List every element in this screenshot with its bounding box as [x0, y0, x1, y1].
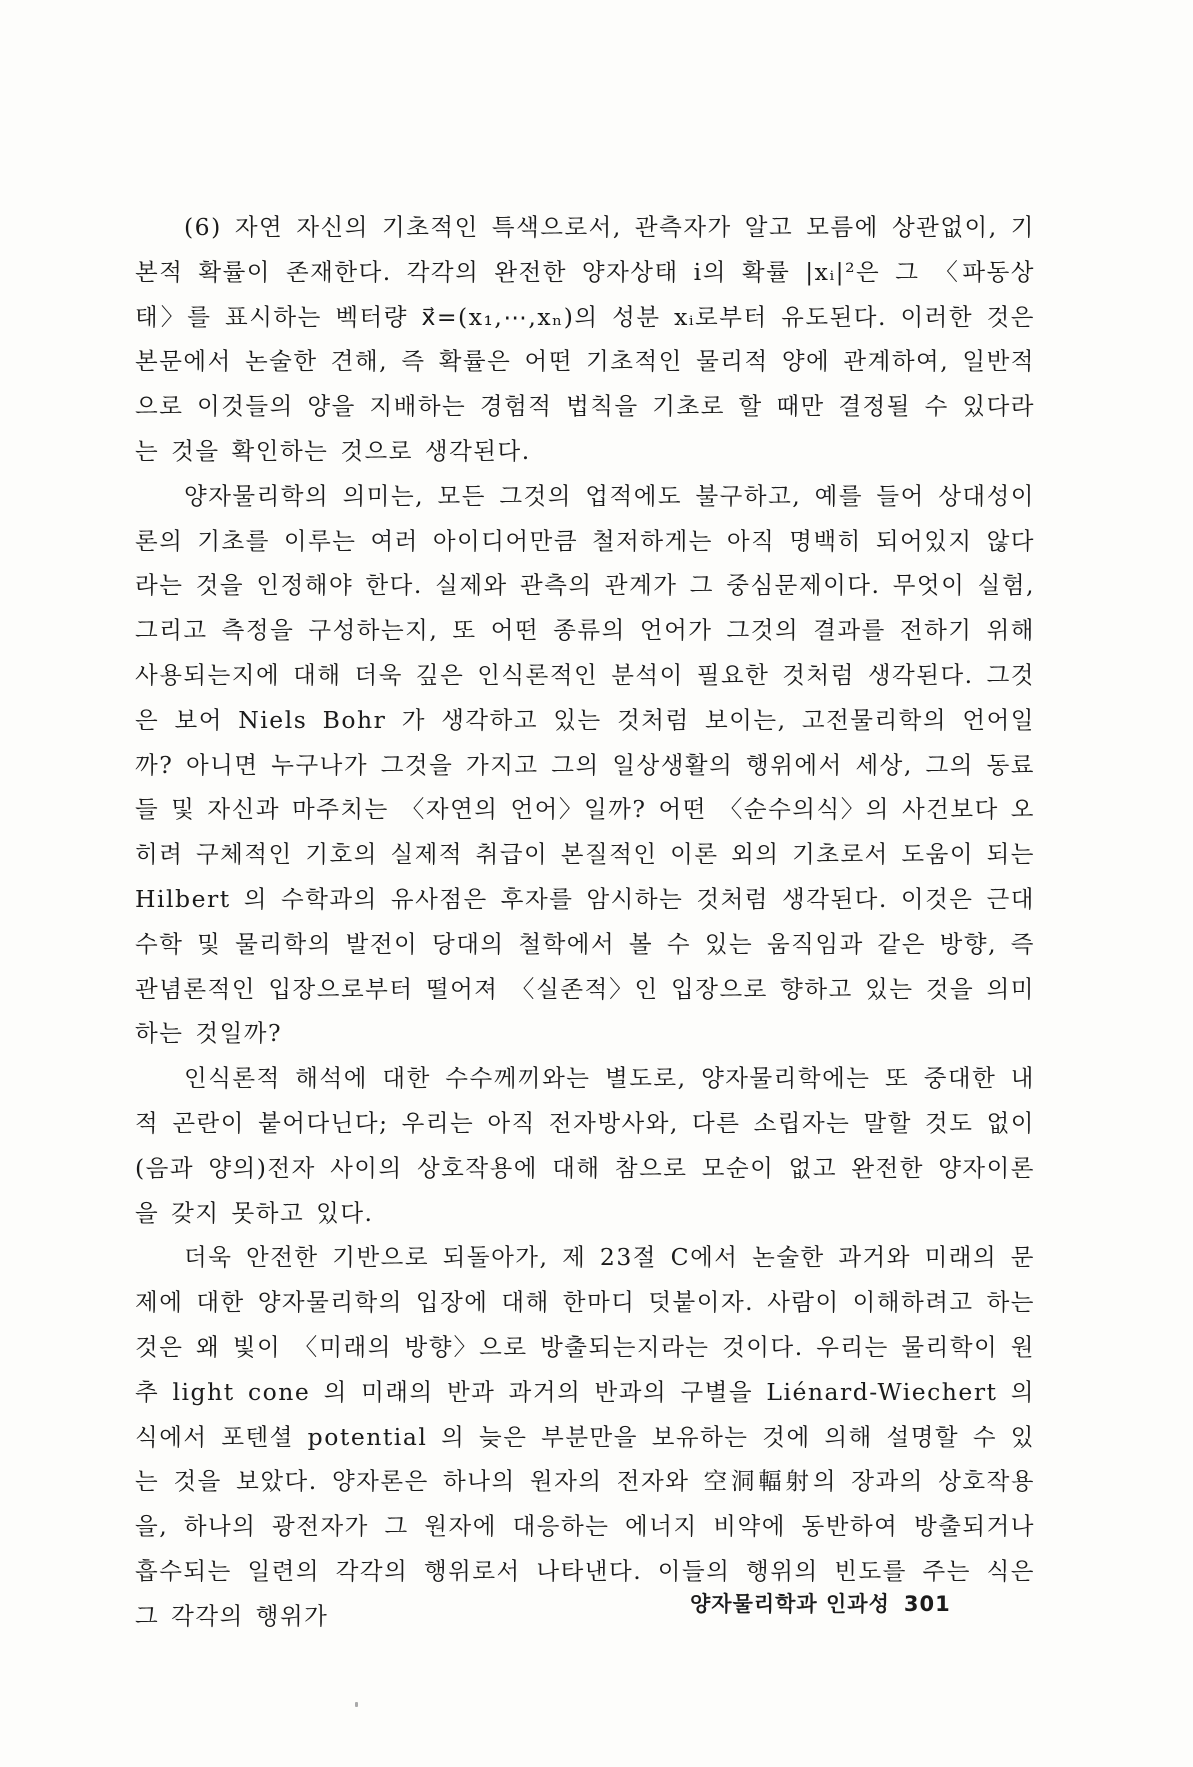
page-number: 301 — [903, 1592, 951, 1616]
running-title: 양자물리학과 인과성 — [690, 1592, 890, 1616]
page-footer — [690, 1588, 1000, 1618]
paragraph-probability: (6) 자연 자신의 기초적인 특색으로서, 관측자가 알고 모름에 상관없이, 기본적 확률이 존재한다. 각각의 완전한 양자상태 i의 확률 |xᵢ|²은 그 〈파동상태〉를 표시하는 벡터량 x⃗=(x₁,⋯,xₙ)의 성분 xᵢ로부터 유도된다. 이러한 것은 본문에서 논술한 견해, 즉 확률은 어떤 기초적인 물리적 양에 관계하여, 일반적으로 이것들의 양을 지배하는 경험적 법칙을 기초로 할 때만 결정될 수 있다라는 것을 확인하는 것으로 생각된다. — [135, 213, 1035, 465]
scan-speck — [355, 1702, 358, 1707]
paragraph-internal-difficulties: 인식론적 해석에 대한 수수께끼와는 별도로, 양자물리학에는 또 중대한 내적 곤란이 붙어다닌다; 우리는 아직 전자방사와, 다른 소립자는 말할 것도 없이(음과 양의)전자 사이의 상호작용에 대해 참으로 모순이 없고 완전한 양자이론을 갖지 못하고 있다. — [135, 1064, 1035, 1227]
body-text — [135, 205, 1035, 1639]
paragraph-past-and-future: 더욱 안전한 기반으로 되돌아가, 제 23절 C에서 논술한 과거와 미래의 문제에 대한 양자물리학의 입장에 대해 한마디 덧붙이자. 사람이 이해하려고 하는 것은 왜 빛이 〈미래의 방향〉으로 방출되는지라는 것이다. 우리는 물리학이 원추 light cone 의 미래의 반과 과거의 반과의 구별을 Liénard-Wiechert 의 식에서 포텐셜 potential 의 늦은 부분만을 보유하는 것에 의해 설명할 수 있는 것을 보았다. 양자론은 하나의 원자의 전자와 空洞輻射의 장과의 상호작용을, 하나의 광전자가 그 원자에 대응하는 에너지 비약에 동반하여 방출되거나 흡수되는 일련의 각각의 행위로서 나타낸다. 이들의 행위의 빈도를 주는 식은 그 각각의 행위가 — [135, 1243, 1035, 1630]
paragraph-meaning-of-quantum-physics: 양자물리학의 의미는, 모든 그것의 업적에도 불구하고, 예를 들어 상대성이론의 기초를 이루는 여러 아이디어만큼 철저하게는 아직 명백히 되어있지 않다라는 것을 인정해야 한다. 실제와 관측의 관계가 그 중심문제이다. 무엇이 실험, 그리고 측정을 구성하는지, 또 어떤 종류의 언어가 그것의 결과를 전하기 위해 사용되는지에 대해 더욱 깊은 인식론적인 분석이 필요한 것처럼 생각된다. 그것은 보어 Niels Bohr 가 생각하고 있는 것처럼 보이는, 고전물리학의 언어일까? 아니면 누구나가 그것을 가지고 그의 일상생활의 행위에서 세상, 그의 동료들 및 자신과 마주치는 〈자연의 언어〉일까? 어떤 〈순수의식〉의 사건보다 오히려 구체적인 기호의 실제적 취급이 본질적인 이론 외의 기초로서 도움이 되는 Hilbert 의 수학과의 유사점은 후자를 암시하는 것처럼 생각된다. 이것은 근대 수학 및 물리학의 발전이 당대의 철학에서 볼 수 있는 움직임과 같은 방향, 즉 관념론적인 입장으로부터 떨어져 〈실존적〉인 입장으로 향하고 있는 것을 의미하는 것일까? — [135, 481, 1035, 1048]
